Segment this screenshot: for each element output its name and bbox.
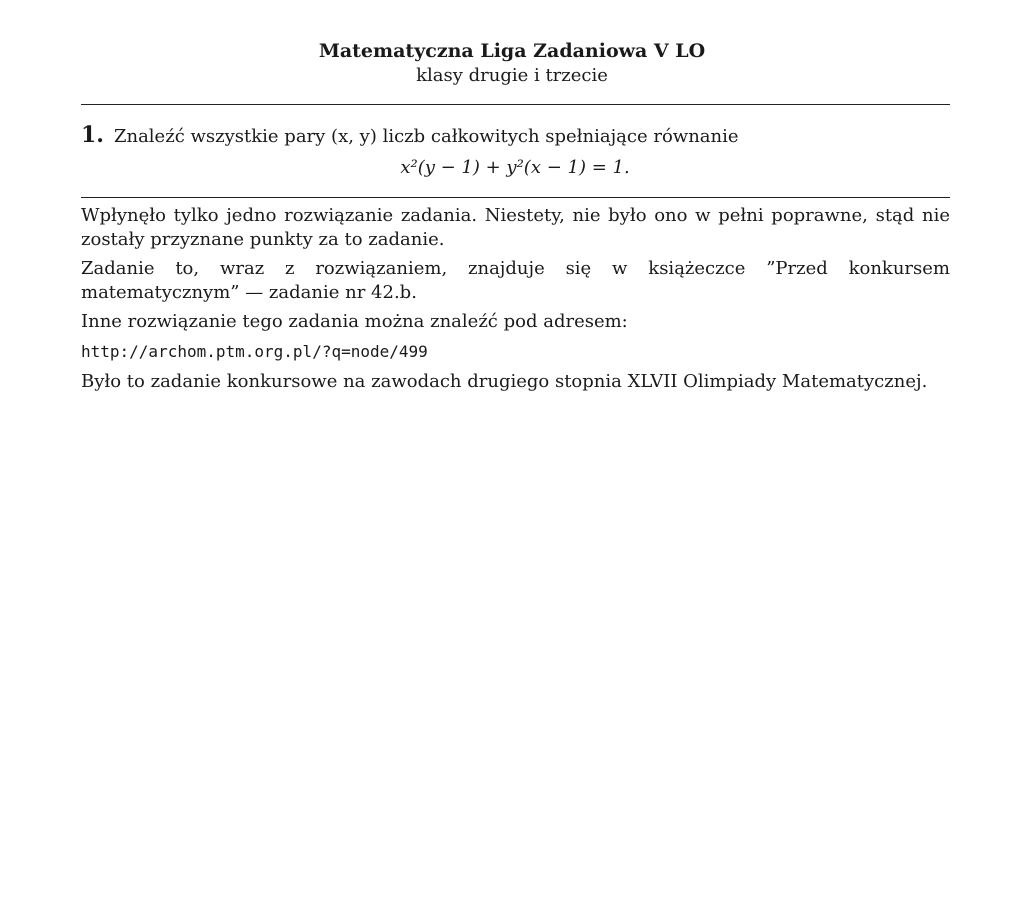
solution-url-link[interactable]: http://archom.ptm.org.pl/?q=node/499 [81, 342, 428, 361]
top-divider [81, 104, 950, 105]
problem-number: 1. [81, 122, 104, 148]
solution-paragraph-1: Wpłynęło tylko jedno rozwiązanie zadania. Niestety, nie było ono w pełni poprawne, stąd nie zostały przyznane punkty za to zadanie. [81, 205, 950, 250]
equation-text: x²(y − 1) + y²(x − 1) = 1. [400, 157, 630, 178]
solution-notes [81, 204, 950, 399]
document-title: Matematyczna Liga Zadaniowa V LO [318, 40, 706, 62]
document-subtitle: klasy drugie i trzecie [416, 65, 608, 86]
solution-paragraph-2: Zadanie to, wraz z rozwiązaniem, znajduje się w książeczce ”Przed konkursem matematycznym” — zadanie nr 42.b. [81, 258, 950, 303]
problem-equation [0, 155, 1024, 181]
document-header [0, 38, 1024, 88]
problem-text: Znaleźć wszystkie pary (x, y) liczb całkowitych spełniające równanie [113, 126, 739, 147]
middle-divider [81, 197, 950, 198]
problem-statement [81, 122, 950, 150]
solution-paragraph-3: Inne rozwiązanie tego zadania można znaleźć pod adresem: [81, 311, 628, 332]
solution-paragraph-4: Było to zadanie konkursowe na zawodach drugiego stopnia XLVII Olimpiady Matematycznej. [81, 371, 928, 392]
